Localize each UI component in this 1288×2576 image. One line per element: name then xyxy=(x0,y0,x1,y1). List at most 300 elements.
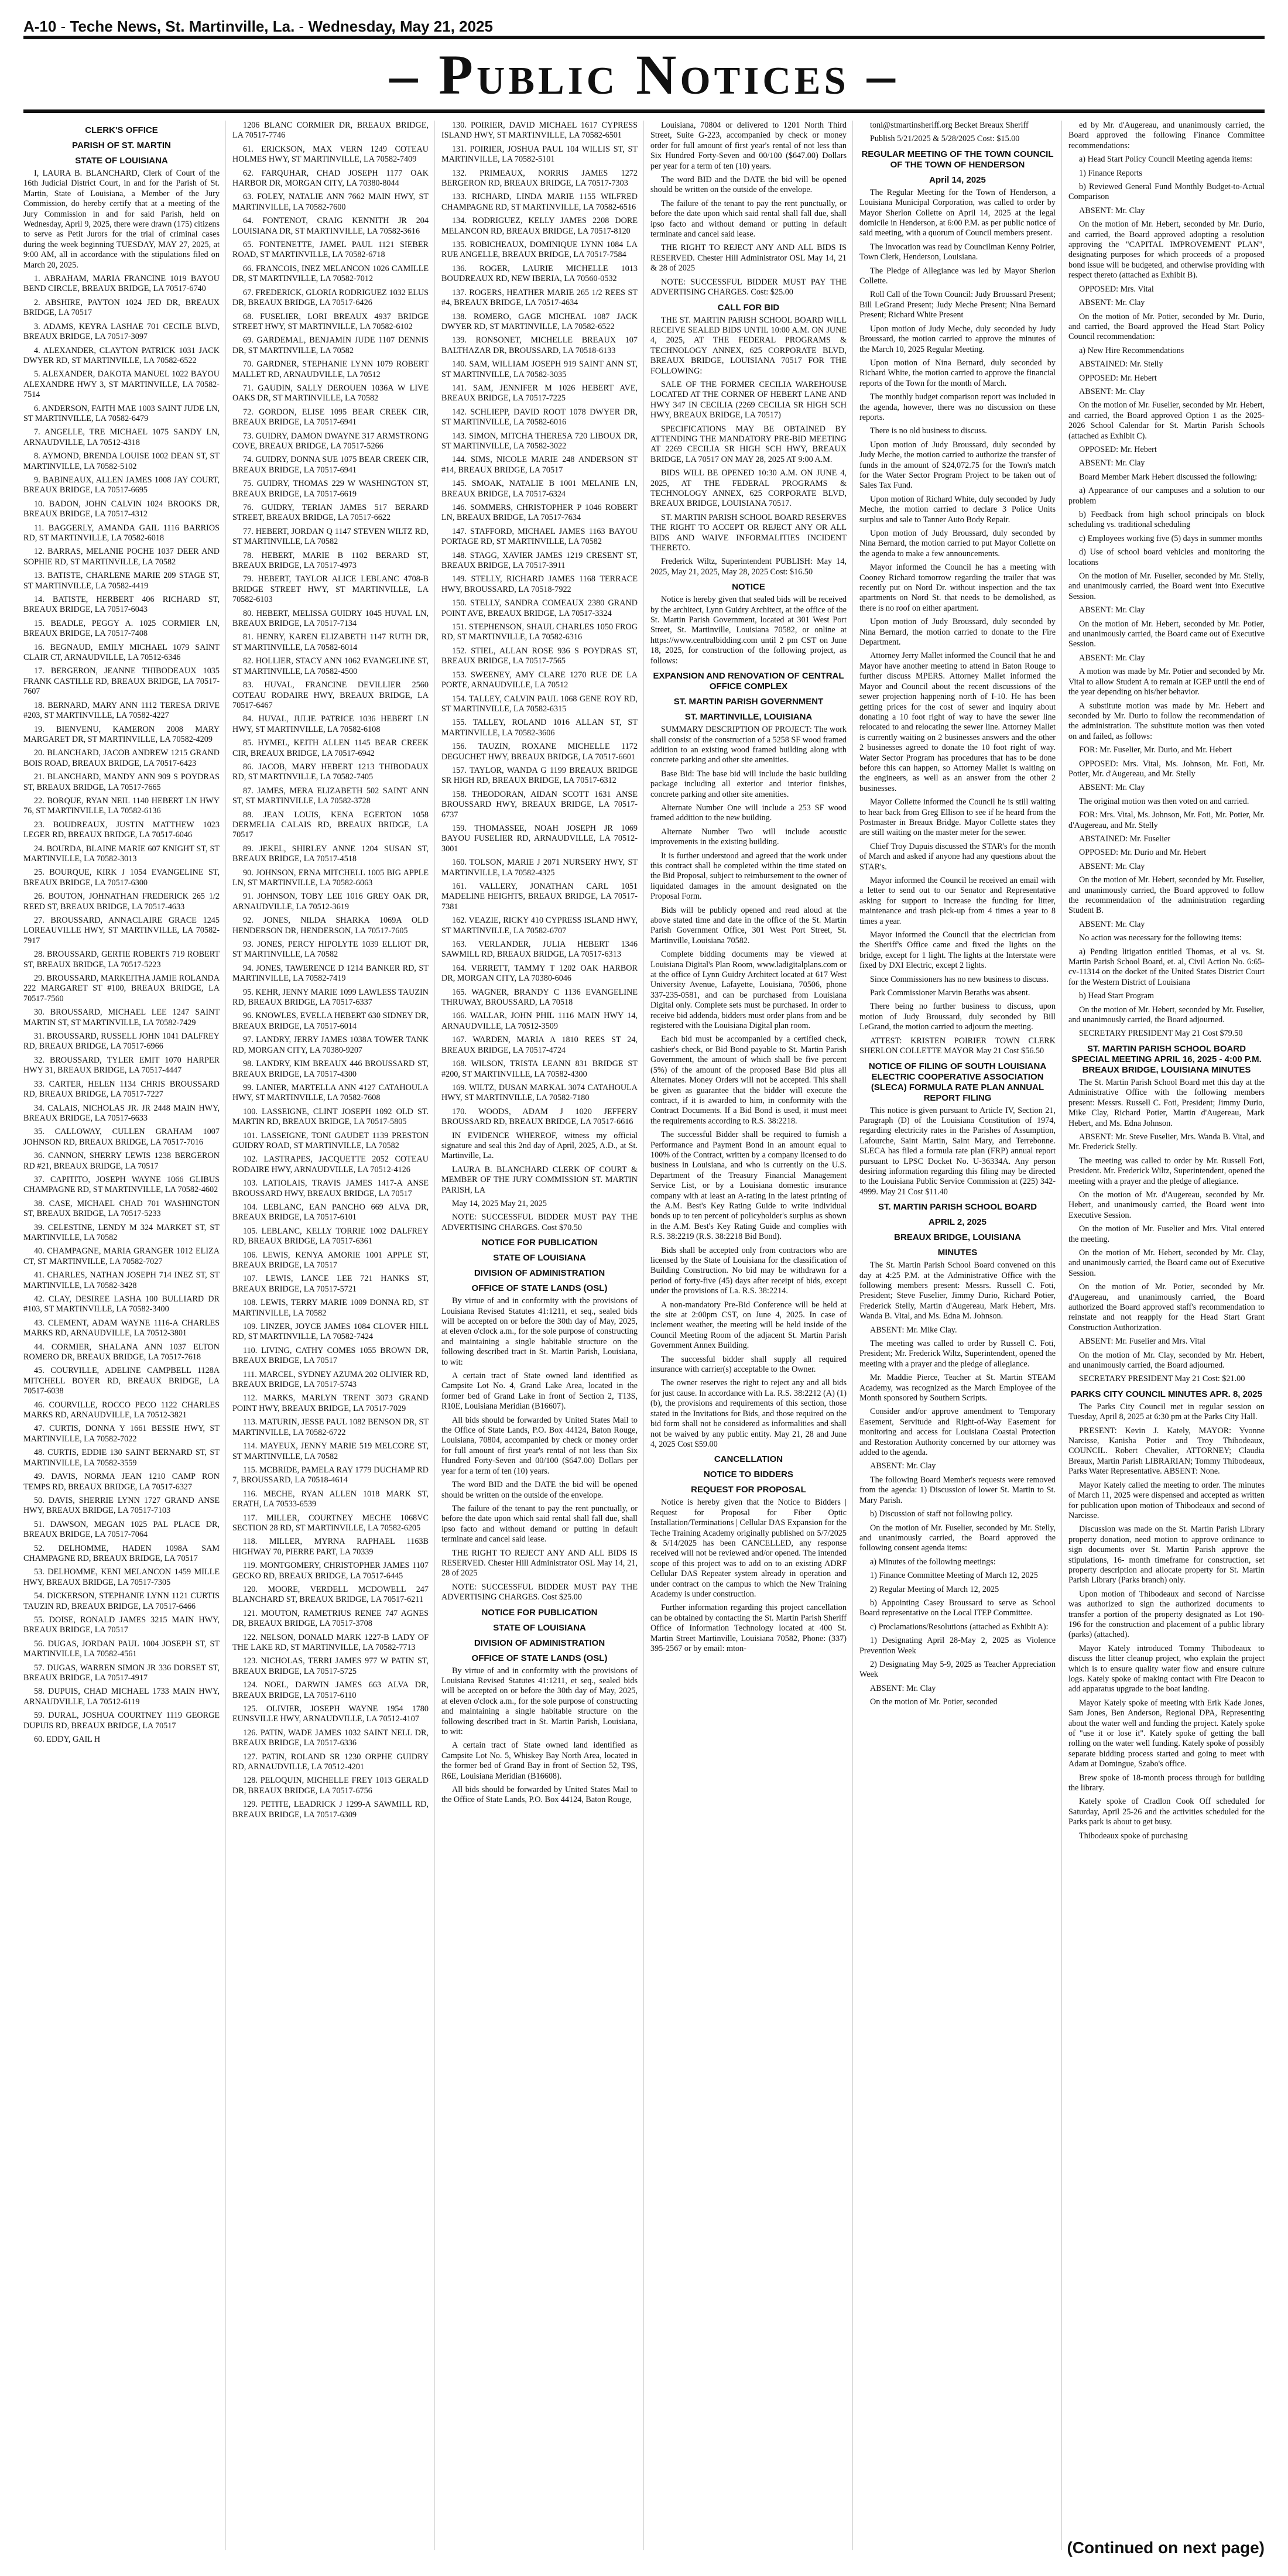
notice-paragraph: 54. DICKERSON, STEPHANIE LYNN 1121 CURTIS TAUZIN RD, BREAUX BRIDGE, LA 70517-6466 xyxy=(23,1591,220,1611)
notice-paragraph: Louisiana, 70804 or delivered to 1201 North Third Street, Suite G-223, accompanied by check or money order for full amount of first year's rental of not less than Six Hundred Forty-Seven and 00/100 ($647.00) Dollars per year for a term of ten (10) years. xyxy=(650,121,847,171)
notice-paragraph: 35. CALLOWAY, CULLEN GRAHAM 1007 JOHNSON RD, BREAUX BRIDGE, LA 70517-7016 xyxy=(23,1127,220,1147)
notice-paragraph: May 14, 2025 May 21, 2025 xyxy=(452,1198,547,1208)
notice-paragraph: 37. CAPITITO, JOSEPH WAYNE 1066 GLIBUS CHAMPAGNE RD, ST MARTINVILLE, LA 70582-4602 xyxy=(23,1174,220,1195)
notice-paragraph: 77. HEBERT, JORDAN Q 1147 STEVEN WILTZ RD, ST MARTINVILLE, LA 70582 xyxy=(232,526,429,547)
notice-heading: PARKS CITY COUNCIL MINUTES APR. 8, 2025 xyxy=(1070,1389,1262,1399)
notice-paragraph: 103. LATIOLAIS, TRAVIS JAMES 1417-A ANSE BROUSSARD HWY, BREAUX BRIDGE, LA 70517 xyxy=(232,1179,429,1198)
notice-paragraph: 45. COURVILLE, ADELINE CAMPBELL 1128A MITCHELL BOYER RD, BREAUX BRIDGE, LA 70517-6038 xyxy=(23,1366,220,1396)
notice-paragraph: On the motion of Mr. Hebert, seconded by Mr. Potier, and unanimously carried, the Board came out of Executive Session. xyxy=(1068,619,1265,649)
notice-paragraph: A non-mandatory Pre-Bid Conference will be held at the site at 2:00pm CST, on June 4, 2025. In case of inclement weather, the meeting will be held inside of the Council Meeting Room of the adjacent St. Martin Parish Government Annex Building. xyxy=(650,1300,847,1351)
notice-paragraph: ABSENT: Mr. Clay xyxy=(1079,298,1145,308)
notice-paragraph: NOTE: SUCCESSFUL BIDDER MUST PAY THE ADVERTISING CHARGES. Cost: $25.00 xyxy=(650,277,847,297)
notice-paragraph: ABSTAINED: Mr. Fuselier xyxy=(1079,834,1171,844)
notice-paragraph: b) Feedback from high school principals on block scheduling vs. traditional scheduling xyxy=(1068,510,1265,530)
notice-paragraph: 139. RONSONET, MICHELLE BREAUX 107 BALTHAZAR DR, BROUSSARD, LA 70518-6133 xyxy=(441,335,638,355)
notice-paragraph: 48. CURTIS, EDDIE 130 SAINT BERNARD ST, ST MARTINVILLE, LA 70582-3559 xyxy=(23,1448,220,1468)
notice-paragraph: 58. DUPUIS, CHAD MICHAEL 1733 MAIN HWY, ARNAUDVILLE, LA 70512-6119 xyxy=(23,1687,220,1707)
notice-paragraph: 129. PETITE, LEADRICK J 1299-A SAWMILL RD, BREAUX BRIDGE, LA 70517-6309 xyxy=(232,1800,429,1820)
notice-paragraph: 74. GUIDRY, DONNA SUE 1075 BEAR CREEK CIR, BREAUX BRIDGE, LA 70517-6941 xyxy=(232,455,429,475)
notice-heading: NOTICE xyxy=(732,582,765,592)
notice-paragraph: 2) Regular Meeting of March 12, 2025 xyxy=(870,1584,999,1594)
notice-paragraph: Complete bidding documents may be viewed at Louisiana Digital's Plan Room, www.ladigitalplans.com or at the office of Lynn Guidry Architect located at 617 West University Avenue, Lafayette, Louisiana, 70506, phone 337-235-0581, and can be purchased from Louisiana Digital only. Complete sets must be purchased. In order to receive bid addenda, bidders must order plans from and be registered with the Louisiana Digital plan room. xyxy=(650,950,847,1031)
notice-paragraph: 152. STIEL, ALLAN ROSE 936 S POYDRAS ST, BREAUX BRIDGE, LA 70517-7565 xyxy=(441,646,638,666)
notice-paragraph: 168. WILSON, TRISTA LEANN 831 BRIDGE ST #200, ST MARTINVILLE, LA 70582-4300 xyxy=(441,1059,638,1079)
notice-heading: NOTICE FOR PUBLICATION xyxy=(481,1238,598,1248)
notice-paragraph: 15. BEADLE, PEGGY A. 1025 CORMIER LN, BREAUX BRIDGE, LA 70517-7408 xyxy=(23,618,220,639)
notice-paragraph: Each bid must be accompanied by a certified check, cashier's check, or Bid Bond payable to St. Martin Parish Government, the amount of which shall be five percent (5%) of the amount of the proposed Base Bid plus all Alternates. Money Orders will not be accepted. This shall be given as guarantee that the bidder will execute the contract, if it is awarded to him, in conformity with the Contract Documents. If a Bid Bond is used, it must meet the requirements according to R.S. 38:2218. xyxy=(650,1034,847,1126)
notice-paragraph: 108. LEWIS, TERRY MARIE 1009 DONNA RD, ST MARTINVILLE, LA 70582 xyxy=(232,1298,429,1318)
notice-paragraph: Mr. Maddie Pierce, Teacher at St. Martin STEAM Academy, was recognized as the March Employee of the Month sponsored by Southern Scripts. xyxy=(859,1373,1056,1403)
notice-paragraph: 70. GARDNER, STEPHANIE LYNN 1079 ROBERT MALLET RD, ARNAUDVILLE, LA 70512 xyxy=(232,359,429,379)
notice-paragraph: 92. JONES, NILDA SHARKA 1069A OLD HENDERSON DR, HENDERSON, LA 70517-7605 xyxy=(232,916,429,936)
notice-paragraph: 18. BERNARD, MARY ANN 1112 TERESA DRIVE #203, ST MARTINVILLE, LA 70582-4227 xyxy=(23,700,220,721)
notice-columns xyxy=(23,121,1265,2550)
notice-paragraph: 134. RODRIGUEZ, KELLY JAMES 2208 DORE MELANCON RD, BREAUX BRIDGE, LA 70517-8120 xyxy=(441,216,638,236)
notice-paragraph: Bids will be publicly opened and read aloud at the above stated time and date in the office of the St. Martin Parish Government Office, 301 West Port Street, St. Martinville, Louisiana 70582. xyxy=(650,905,847,946)
notice-paragraph: 42. CLAY, DESIREE LASHA 100 BULLIARD DR #103, ST MARTINVILLE, LA 70582-3400 xyxy=(23,1294,220,1314)
notice-paragraph: Thibodeaux spoke of purchasing xyxy=(1079,1831,1188,1841)
notice-paragraph: SALE OF THE FORMER CECILIA WAREHOUSE LOCATED AT THE CORNER OF HEBERT LANE AND HWY 347 IN CECILIA (2269 CECILIA SR HIGH SCH HWY, BREAUX BRIDGE, LA 70517) xyxy=(650,379,847,420)
notice-paragraph: 41. CHARLES, NATHAN JOSEPH 714 INEZ ST, ST MARTINVILLE, LA 70582-3428 xyxy=(23,1270,220,1290)
notice-paragraph: 53. DELHOMME, KENI MELANCON 1459 MILLE HWY, BREAUX BRIDGE, LA 70517-7305 xyxy=(23,1567,220,1587)
notice-heading: DIVISION OF ADMINISTRATION xyxy=(474,1268,605,1279)
notice-paragraph: On the motion of Mr. Fuselier, seconded by Mr. Hebert, and carried, the Board approved Option 1 as the 2025-2026 School Calendar for St. Martin Parish Schools (attached as Exhibit C). xyxy=(1068,400,1265,441)
notice-paragraph: Alternate Number One will include a 253 SF wood framed addition to the new building. xyxy=(650,803,847,823)
notice-heading: STATE OF LOUISIANA xyxy=(493,1622,586,1633)
notice-paragraph: OPPOSED: Mr. Hebert xyxy=(1079,444,1157,454)
notice-paragraph: 85. HYMEL, KEITH ALLEN 1145 BEAR CREEK CIR, BREAUX BRIDGE, LA 70517-6942 xyxy=(232,738,429,758)
notice-paragraph: 148. STAGG, XAVIER JAMES 1219 CRESENT ST, BREAUX BRIDGE, LA 70517-3911 xyxy=(441,550,638,571)
notice-paragraph: SECRETARY PRESIDENT May 21 Cost $79.50 xyxy=(1079,1029,1243,1039)
notice-paragraph: Upon motion of Judy Broussard, duly seconded by Nina Bernard, the motion carried to put Mayor Collette on the agenda to make a few announcements. xyxy=(859,529,1056,559)
notice-paragraph: b) Appointing Casey Broussard to serve as School Board representative on the Local ITEP Committee. xyxy=(859,1598,1056,1618)
notice-paragraph: Mayor informed the Council that the electrician from the Sheriff's Office came and fixed the lights on the bridge, except for 1 light. The lights at the Interstate were fixed by DXI Electric, except 2 lights. xyxy=(859,930,1056,971)
notice-heading: PARISH OF ST. MARTIN xyxy=(72,141,171,150)
notice-paragraph: 2. ABSHIRE, PAYTON 1024 JED DR, BREAUX BRIDGE, LA 70517 xyxy=(23,297,220,318)
notice-paragraph: 135. ROBICHEAUX, DOMINIQUE LYNN 1084 LA RUE ANGELLE, BREAUX BRIDGE, LA 70517-7584 xyxy=(441,240,638,260)
notice-paragraph: ABSENT: Mr. Clay xyxy=(1079,605,1145,615)
section-title: – Public Notices – xyxy=(389,43,899,106)
continued-note: (Continued on next page) xyxy=(1067,2539,1265,2557)
notice-paragraph: Kately spoke of Cradlon Cook Off scheduled for Saturday, April 25-26 and the activities scheduled for the Parks park is about to get busy. xyxy=(1068,1797,1265,1827)
notice-paragraph: ABSENT: Mr. Clay xyxy=(1079,458,1145,468)
notice-paragraph: 136. ROGER, LAURIE MICHELLE 1013 BOUDREAUX RD, NEW IBERIA, LA 70560-0532 xyxy=(441,263,638,284)
notice-paragraph: Base Bid: The base bid will include the basic building package including all exterior and interior finishes, concrete parking and other site amenities. xyxy=(650,769,847,799)
notice-paragraph: 64. FONTENOT, CRAIG KENNITH JR 204 LOUISIANA DR, ST MARTINVILLE, LA 70582-3616 xyxy=(232,216,429,236)
notice-paragraph: 30. BROUSSARD, MICHAEL LEE 1247 SAINT MARTIN ST, ST MARTINVILLE, LA 70582-7429 xyxy=(23,1008,220,1027)
notice-paragraph: A certain tract of State owned land identified as Campsite Lot No. 4, Grand Lake Area, located in the former bed of Grand Lake in front of Section 2, T13S, R10E, Louisiana Meridian (B16607). xyxy=(441,1371,638,1412)
notice-paragraph: 44. CORMIER, SHALANA ANN 1037 ELTON ROMERO DR, BREAUX BRIDGE, LA 70517-7618 xyxy=(23,1342,220,1362)
notice-paragraph: 153. SWEENEY, AMY CLARE 1270 RUE DE LA PORTE, ARNAUDVILLE, LA 70512 xyxy=(441,670,638,690)
notice-paragraph: 114. MAYEUX, JENNY MARIE 519 MELCORE ST, ST MARTINVILLE, LA 70582 xyxy=(232,1441,429,1461)
notice-paragraph: On the motion of Mr. Fuselier, seconded by Mr. Stelly, and unanimously carried, the Board approved the following consent agenda items: xyxy=(859,1523,1056,1553)
notice-paragraph: 90. JOHNSON, ERNA MITCHELL 1005 BIG APPLE LN, ST MARTINVILLE, LA 70582-6063 xyxy=(232,868,429,888)
notice-paragraph: SUMMARY DESCRIPTION OF PROJECT: The work shall consist of the construction of a 5258 SF wood framed addition to an existing wood framed building along with concrete parking and other site amenities. xyxy=(650,725,847,765)
notice-paragraph: 95. KEHR, JENNY MARIE 1099 LAWLESS TAUZIN RD, BREAUX BRIDGE, LA 70517-6337 xyxy=(232,987,429,1008)
notice-paragraph: The Parks City Council met in regular session on Tuesday, April 8, 2025 at 6:30 pm at the Parks City Hall. xyxy=(1068,1402,1265,1422)
notice-paragraph: 141. SAM, JENNIFER M 1026 HEBERT AVE, BREAUX BRIDGE, LA 70517-7225 xyxy=(441,383,638,403)
notice-paragraph: THE RIGHT TO REJECT ANY AND ALL BIDS IS RESERVED. Chester Hill Administrator OSL May 14, 21, 28 of 2025 xyxy=(441,1548,638,1578)
notice-paragraph: 7. ANGELLE, TRE MICHAEL 1075 SANDY LN, ARNAUDVILLE, LA 70512-4318 xyxy=(23,427,220,447)
notice-paragraph: Upon motion of Richard White, duly seconded by Judy Meche, the motion carried to declare 3 Police Units surplus and sale to Tanner Auto Body Repair. xyxy=(859,494,1056,525)
notice-paragraph: c) Employees working five (5) days in summer months xyxy=(1079,533,1262,543)
notice-paragraph: 11. BAGGERLY, AMANDA GAIL 1116 BARRIOS RD, ST MARTINVILLE, LA 70582-6018 xyxy=(23,523,220,543)
notice-paragraph: 89. JEKEL, SHIRLEY ANNE 1204 SUSAN ST, BREAUX BRIDGE, LA 70517-4518 xyxy=(232,844,429,864)
notice-paragraph: 24. BOURDA, BLAINE MARIE 607 KNIGHT ST, ST MARTINVILLE, LA 70582-3013 xyxy=(23,844,220,864)
notice-paragraph: 170. WOODS, ADAM J 1020 JEFFERY BROUSSARD RD, BREAUX BRIDGE, LA 70517-6616 xyxy=(441,1107,638,1127)
section-banner xyxy=(23,36,1265,112)
notice-paragraph: 159. THOMASSEE, NOAH JOSEPH JR 1069 BAYOU FUSELIER RD, ARNAUDVILLE, LA 70512-3001 xyxy=(441,823,638,854)
notice-paragraph: 23. BOUDREAUX, JUSTIN MATTHEW 1023 LEGER RD, BREAUX BRIDGE, LA 70517-6046 xyxy=(23,820,220,840)
notice-paragraph: 109. LINZER, JOYCE JAMES 1084 CLOVER HILL RD, ST MARTINVILLE, LA 70582-7424 xyxy=(232,1322,429,1342)
notice-paragraph: 6. ANDERSON, FAITH MAE 1003 SAINT JUDE LN, ST MARTINVILLE, LA 70582-6479 xyxy=(23,403,220,423)
notice-paragraph: All bids should be forwarded by United States Mail to the Office of State Lands, P.O. Box 44124, Baton Rouge, Louisiana, 70804, accompanied by check or money order for full amount of first year's rental of not less than Six Hundred Forty-Seven and 00/100 ($647.00) Dollars per year for a term of ten (10) years. xyxy=(441,1415,638,1476)
notice-paragraph: 71. GAUDIN, SALLY DEROUEN 1036A W LIVE OAKS DR, ST MARTINVILLE, LA 70582 xyxy=(232,383,429,403)
notice-paragraph: 96. KNOWLES, EVELLA HEBERT 630 SIDNEY DR, BREAUX BRIDGE, LA 70517-6014 xyxy=(232,1011,429,1031)
column-5 xyxy=(859,121,1061,2550)
notice-paragraph: ABSENT: Mr. Clay xyxy=(1079,919,1145,929)
notice-paragraph: Chief Troy Dupuis discussed the STAR's for the month of March and asked if anyone had any questions about the STAR's. xyxy=(859,841,1056,872)
notice-paragraph: 87. JAMES, MERA ELIZABETH 502 SAINT ANN ST, ST MARTINVILLE, LA 70582-3728 xyxy=(232,786,429,806)
notice-paragraph: 137. ROGERS, HEATHER MARIE 265 1/2 REES ST #4, BREAUX BRIDGE, LA 70517-4634 xyxy=(441,287,638,308)
notice-paragraph: 8. AYMOND, BRENDA LOUISE 1002 DEAN ST, ST MARTINVILLE, LA 70582-5102 xyxy=(23,451,220,471)
notice-paragraph: There is no old business to discuss. xyxy=(870,426,987,436)
notice-heading: NOTICE FOR PUBLICATION xyxy=(481,1607,598,1618)
notice-paragraph: 88. JEAN LOUIS, KENA EGERTON 1058 DERMELIA CALAIS RD, BREAUX BRIDGE, LA 70517 xyxy=(232,810,429,840)
notice-paragraph: 91. JOHNSON, TOBY LEE 1016 GREY OAK DR, ARNAUDVILLE, LA 70512-3619 xyxy=(232,892,429,912)
notice-paragraph: 120. MOORE, VERDELL MCDOWELL 247 BLANCHARD ST, BREAUX BRIDGE, LA 70517-6211 xyxy=(232,1584,429,1605)
notice-paragraph: b) Reviewed General Fund Monthly Budget-to-Actual Comparison xyxy=(1068,182,1265,202)
notice-paragraph: The failure of the tenant to pay the rent punctually, or before the date upon which said rental shall fall due, shall ipso facto and without demand or putting in default terminate and cancel said lease. xyxy=(650,198,847,239)
column-3 xyxy=(441,121,643,2550)
notice-paragraph: 5. ALEXANDER, DAKOTA MANUEL 1022 BAYOU ALEXANDRE HWY 3, ST MARTINVILLE, LA 70582-7514 xyxy=(23,369,220,400)
notice-paragraph: 81. HENRY, KAREN ELIZABETH 1147 RUTH DR, ST MARTINVILLE, LA 70582-6014 xyxy=(232,632,429,652)
notice-paragraph: BIDS WILL BE OPENED 10:30 A.M. ON JUNE 4, 2025, AT THE FEDERAL PROGRAMS & TECHNOLOGY ANNEX, 625 CORPORATE BLVD, BREAUX BRIDGE, LOUISIANA 70517. xyxy=(650,468,847,509)
notice-paragraph: 21. BLANCHARD, MANDY ANN 909 S POYDRAS ST, BREAUX BRIDGE, LA 70517-7665 xyxy=(23,772,220,792)
notice-paragraph: 127. PATIN, ROLAND SR 1230 ORPHE GUIDRY RD, ARNAUDVILLE, LA 70512-4201 xyxy=(232,1752,429,1772)
notice-heading: ST. MARTIN PARISH GOVERNMENT xyxy=(673,697,824,707)
notice-heading: ST. MARTIN PARISH SCHOOL BOARD SPECIAL MEETING APRIL 16, 2025 - 4:00 P.M. BREAUX BRIDGE, LOUISIANA MINUTES xyxy=(1071,1043,1262,1075)
notice-paragraph: 67. FREDERICK, GLORIA RODRIGUEZ 1032 ELUS DR, BREAUX BRIDGE, LA 70517-6426 xyxy=(232,287,429,308)
notice-paragraph: On the motion of Mr. Hebert, seconded by Mr. Clay, and unanimously carried, the Board came out of Executive Session. xyxy=(1068,1248,1265,1278)
notice-paragraph: 140. SAM, WILLIAM JOSEPH 919 SAINT ANN ST, ST MARTINVILLE, LA 70582-3035 xyxy=(441,359,638,379)
notice-paragraph: 163. VERLANDER, JULIA HEBERT 1346 SAWMILL RD, BREAUX BRIDGE, LA 70517-6313 xyxy=(441,940,638,960)
notice-paragraph: THE ST. MARTIN PARISH SCHOOL BOARD WILL RECEIVE SEALED BIDS UNTIL 10:00 A.M. ON JUNE 4, 2025, AT THE FEDERAL PROGRAMS & TECHNOLOGY ANNEX, 625 CORPORATE BLVD, BREAUX BRIDGE, LOUISIANA 70517 FOR THE FOLLOWING: xyxy=(650,315,847,376)
notice-paragraph: 125. OLIVIER, JOSEPH WAYNE 1954 1780 EUNSVILLE HWY, ARNAUDVILLE, LA 70512-4107 xyxy=(232,1704,429,1724)
notice-paragraph: 132. PRIMEAUX, NORRIS JAMES 1272 BERGERON RD, BREAUX BRIDGE, LA 70517-7303 xyxy=(441,168,638,189)
running-header: A-10 - Teche News, St. Martinville, La. - Wednesday, May 21, 2025 xyxy=(23,18,493,35)
notice-paragraph: 169. WILTZ, DUSAN MARKAL 3074 CATAHOULA HWY, ST MARTINVILLE, LA 70582-7180 xyxy=(441,1083,638,1103)
notice-paragraph: tonl@stmartinsheriff.org Becket Breaux Sheriff xyxy=(870,121,1029,130)
notice-heading: ST. MARTIN PARISH SCHOOL BOARD xyxy=(878,1202,1037,1212)
notice-paragraph: d) Use of school board vehicles and monitoring the locations xyxy=(1068,547,1265,567)
notice-paragraph: ATTEST: KRISTEN POIRIER TOWN CLERK SHERLON COLLETTE MAYOR May 21 Cost $56.50 xyxy=(859,1036,1056,1056)
notice-paragraph: 84. HUVAL, JULIE PATRICE 1036 HEBERT LN HWY, ST MARTINVILLE, LA 70582-6108 xyxy=(232,714,429,734)
notice-heading: NOTICE OF FILING OF SOUTH LOUISIANA ELECTRIC COOPERATIVE ASSOCIATION (SLECA) FORMULA RATE PLAN ANNUAL REPORT FILING xyxy=(868,1061,1047,1103)
notice-heading: REQUEST FOR PROPOSAL xyxy=(691,1485,806,1495)
notice-paragraph: On the motion of Mr. Fuselier and Mrs. Vital entered the meeting. xyxy=(1068,1224,1265,1244)
notice-paragraph: 1) Finance Reports xyxy=(1079,168,1142,178)
notice-paragraph: 72. GORDON, ELISE 1095 BEAR CREEK CIR, BREAUX BRIDGE, LA 70517-6941 xyxy=(232,407,429,427)
notice-paragraph: By virtue of and in conformity with the provisions of Louisiana Revised Statutes 41:1211, et seq., sealed bids will be accepted on or before the 30th day of May, 2025, at eleven o'clock a.m., for the sole purpose of constructing and maintaining a single habitable structure on the following described tract in St. Martin Parish, Louisiana, to wit: xyxy=(441,1296,638,1367)
notice-paragraph: 142. SCHLIEPP, DAVID ROOT 1078 DWYER DR, ST MARTINVILLE, LA 70582-6016 xyxy=(441,407,638,427)
notice-paragraph: ABSENT: Mr. Mike Clay. xyxy=(870,1325,957,1335)
notice-paragraph: 22. BORQUE, RYAN NEIL 1140 HEBERT LN HWY 76, ST MARTINVILLE, LA 70582-6136 xyxy=(23,796,220,816)
notice-paragraph: 138. ROMERO, GAGE MICHEAL 1087 JACK DWYER RD, ST MARTINVILLE, LA 70582-6522 xyxy=(441,311,638,331)
notice-paragraph: 143. SIMON, MITCHA THERESA 720 LIBOUX DR, ST MARTINVILLE, LA 70582-3022 xyxy=(441,431,638,451)
notice-paragraph: 63. FOLEY, NATALIE ANN 7662 MAIN HWY, ST MARTINVILLE, LA 70582-7600 xyxy=(232,192,429,212)
notice-paragraph: 26. BOUTON, JOHNATHAN FREDERICK 265 1/2 REED ST, BREAUX BRIDGE, LA 70517-4633 xyxy=(23,892,220,912)
notice-paragraph: 46. COURVILLE, ROCCO PECO 1122 CHARLES MARKS RD, ARNAUDVILLE, LA 70512-3821 xyxy=(23,1400,220,1420)
notice-paragraph: 33. CARTER, HELEN 1134 CHRIS BROUSSARD RD, BREAUX BRIDGE, LA 70517-7227 xyxy=(23,1079,220,1099)
notice-paragraph: The following Board Member's requests were removed from the agenda: 1) Discussion of lower St. Martin to St. Mary Parish. xyxy=(859,1475,1056,1505)
notice-paragraph: Board Member Mark Hebert discussed the following: xyxy=(1079,472,1258,482)
notice-paragraph: 61. ERICKSON, MAX VERN 1249 COTEAU HOLMES HWY, ST MARTINVILLE, LA 70582-7409 xyxy=(232,144,429,165)
notice-paragraph: ABSENT: Mr. Fuselier and Mrs. Vital xyxy=(1079,1337,1206,1347)
notice-paragraph: 124. NOEL, DARWIN JAMES 663 ALVA DR, BREAUX BRIDGE, LA 70517-6110 xyxy=(232,1680,429,1700)
notice-paragraph: 158. THEODORAN, AIDAN SCOTT 1631 ANSE BROUSSARD HWY, BREAUX BRIDGE, LA 70517-6737 xyxy=(441,789,638,820)
notice-paragraph: A certain tract of State owned land identified as Campsite Lot No. 5, Whiskey Bay North Area, located in the former bed of Grand Bay in front of Section 52, T9S, R6E, Louisiana Meridian (B16608). xyxy=(441,1741,638,1781)
notice-paragraph: 100. LASSEIGNE, CLINT JOSEPH 1092 OLD ST. MARTIN RD, BREAUX BRIDGE, LA 70517-5805 xyxy=(232,1107,429,1127)
notice-paragraph: On the motion of Mr. Hebert, seconded by Mr. Fuselier, and unanimously carried, the Board adjourned. xyxy=(1068,1005,1265,1025)
notice-paragraph: On the motion of Mr. d'Augereau, seconded by Mr. Hebert, and unanimously carried, the Board went into Executive Session. xyxy=(1068,1190,1265,1220)
notice-paragraph: 38. CASE, MICHAEL CHAD 701 WASHINGTON ST, BREAUX BRIDGE, LA 70517-5233 xyxy=(23,1198,220,1219)
notice-paragraph: 20. BLANCHARD, JACOB ANDREW 1215 GRAND BOIS ROAD, BREAUX BRIDGE, LA 70517-6423 xyxy=(23,748,220,768)
notice-paragraph: Upon motion of Judy Broussard, duly seconded by Judy Meche, the motion carried to authorize the transfer of funds in the amount of $24,072.75 for the Town's match for the Water Sector Program Project to be taken out of Sales Tax Fund. xyxy=(859,440,1056,491)
notice-paragraph: On the motion of Mr. Hebert, seconded by Mr. Durio, and carried, the Board approved adopting a resolution approving the "CAPITAL IMPROVEMENT PLAN", designating purposes for which proceeds of a proposed bond issue will be budgeted, and otherwise providing with respect thereto (attached as Exhibit B). xyxy=(1068,220,1265,280)
notice-paragraph: 128. PELOQUIN, MICHELLE FREY 1013 GERALD DR, BREAUX BRIDGE, LA 70517-6756 xyxy=(232,1776,429,1796)
notice-heading: NOTICE TO BIDDERS xyxy=(703,1469,794,1480)
notice-paragraph: Mayor Kately spoke of meeting with Erik Kade Jones, Sam Jones, Ben Anderson, Regional DPA, Representing about the water well and funding the project. Kately spoke of "use it or lose it". Kately spoke of getting the ball rolling on the water well funding. Kately spoke of possibly separate bidding process started and going to meet with Adam at Domingue, Szabo's office. xyxy=(1068,1698,1265,1769)
notice-paragraph: 51. DAWSON, MEGAN 1025 PAL PLACE DR, BREAUX BRIDGE, LA 70517-7064 xyxy=(23,1519,220,1540)
notice-paragraph: The owner reserves the right to reject any and all bids for just cause. In accordance with La. R.S. 38:2212 (A) (1) (b), the provisions and requirements of this section, those stated in the Invitations for Bids, and those required on the bid form shall not be considered as informalities and shall not be waived by any public entity. May 21, 28 and June 4, 2025 Cost $59.00 xyxy=(650,1378,847,1449)
notice-paragraph: On the motion of Mr. Potier, seconded by Mr. d'Augereau, and unanimously carried, the Board authorized the Board approved staff's recommendation to reinstate and not reapply for the Head Start Grant Construction Authorization. xyxy=(1068,1282,1265,1332)
notice-paragraph: 1) Designating April 28-May 2, 2025 as Violence Prevention Week xyxy=(859,1636,1056,1656)
notice-paragraph: 118. MILLER, MYRNA RAPHAEL 1163B HIGHWAY 70, PIERRE PART, LA 70339 xyxy=(232,1537,429,1557)
notice-paragraph: 36. CANNON, SHERRY LEWIS 1238 BERGERON RD #21, BREAUX BRIDGE, LA 70517 xyxy=(23,1151,220,1171)
notice-paragraph: All bids should be forwarded by United States Mail to the Office of State Lands, P.O. Box 44124, Baton Rouge, xyxy=(441,1785,638,1805)
notice-paragraph: 19. BIENVENU, KAMERON 2008 MARY MARGARET DR, ST MARTINVILLE, LA 70582-4209 xyxy=(23,724,220,744)
notice-paragraph: ABSENT: Mr. Clay xyxy=(1079,386,1145,396)
notice-paragraph: 94. JONES, TAWERENCE D 1214 BANKER RD, ST MARTINVILLE, LA 70582-7419 xyxy=(232,963,429,984)
notice-heading: MINUTES xyxy=(937,1248,978,1258)
notice-paragraph: The meeting was called to order by Russell C. Foti, President; Mr. Frederick Wiltz, Superintendent, opened the meeting with a prayer and the pledge of allegiance. xyxy=(859,1339,1056,1369)
notice-heading: APRIL 2, 2025 xyxy=(929,1217,986,1228)
notice-heading: CANCELLATION xyxy=(714,1454,783,1465)
notice-paragraph: 156. TAUZIN, ROXANE MICHELLE 1172 DEGUCHET HWY, BREAUX BRIDGE, LA 70517-6601 xyxy=(441,742,638,762)
notice-paragraph: PRESENT: Kevin J. Kately, MAYOR: Yvonne Narcisse, Kanisha Potier and Troy Thibodeaux, COUNCIL. Robert Chevalier, ATTORNEY; Claudia Breaux, Martin Parish LIBRARIAN; Tommy Thibodeaux, Parks Water Representative. ABSENT: None. xyxy=(1068,1426,1265,1477)
notice-paragraph: SECRETARY PRESIDENT May 21 Cost: $21.00 xyxy=(1079,1374,1245,1384)
notice-paragraph: The Regular Meeting for the Town of Henderson, a Louisiana Municipal Corporation, was called to order by Mayor Sherlon Collette on April 14, 2025 at the legal domicile in Henderson, at 6:00 P.M. as per public notice of said meeting, with a quorum of Council members present. xyxy=(859,187,1056,238)
notice-paragraph: a) New Hire Recommendations xyxy=(1079,345,1184,355)
notice-paragraph: Park Commissioner Marvin Beraths was absent. xyxy=(870,988,1030,998)
notice-paragraph: 104. LEBLANC, EAN PANCHO 669 ALVA DR, BREAUX BRIDGE, LA 70517-6101 xyxy=(232,1202,429,1222)
notice-paragraph: 147. STAFFORD, MICHAEL JAMES 1163 BAYOU PORTAGE RD, ST MARTINVILLE, LA 70582 xyxy=(441,526,638,547)
notice-paragraph: Upon motion of Thibodeaux and second of Narcisse was authorized to sign the authorized documents to transfer a portion of the property designated as Lot 190-196 for the construction and placement of a public library (parks) (attached). xyxy=(1068,1589,1265,1640)
notice-paragraph: 165. WAGNER, BRANDY C 1136 EVANGELINE THRUWAY, BROUSSARD, LA 70518 xyxy=(441,987,638,1008)
notice-paragraph: 145. SMOAK, NATALIE B 1001 MELANIE LN, BREAUX BRIDGE, LA 70517-6324 xyxy=(441,479,638,499)
notice-paragraph: NOTE: SUCCESSFUL BIDDER MUST PAY THE ADVERTISING CHARGES. Cost $70.50 xyxy=(441,1212,638,1232)
notice-paragraph: a) Pending litigation entitled Thomas, et al vs. St. Martin Parish School Board, et. al, Civil Action No. 6:65-cv-11314 on the docket of the United States District Court for the Western District of Louisiana xyxy=(1068,947,1265,987)
notice-paragraph: 86. JACOB, MARY HEBERT 1213 THIBODAUX RD, ST MARTINVILLE, LA 70582-7405 xyxy=(232,762,429,782)
notice-paragraph: 50. DAVIS, SHERRIE LYNN 1727 GRAND ANSE HWY, BREAUX BRIDGE, LA 70517-7103 xyxy=(23,1495,220,1516)
notice-paragraph: The meeting was called to order by Mr. Russell Foti, President. Mr. Frederick Wiltz, Superintendent, opened the meeting with a prayer and the pledge of allegiance. xyxy=(1068,1156,1265,1186)
notice-paragraph: IN EVIDENCE WHEREOF, witness my official signature and seal this 2nd day of April, 2025, A.D., at St. Martinville, La. xyxy=(441,1131,638,1161)
notice-paragraph: 75. GUIDRY, THOMAS 229 W WASHINGTON ST, BREAUX BRIDGE, LA 70517-6619 xyxy=(232,479,429,499)
notice-paragraph: 167. WARDEN, MARIA A 1810 REES ST 24, BREAUX BRIDGE, LA 70517-4724 xyxy=(441,1035,638,1055)
notice-paragraph: The Invocation was read by Councilman Kenny Poirier, Town Clerk, Henderson, Louisiana. xyxy=(859,242,1056,262)
notice-paragraph: 68. FUSELIER, LORI BREAUX 4937 BRIDGE STREET HWY, ST MARTINVILLE, LA 70582-6102 xyxy=(232,311,429,331)
notice-paragraph: c) Proclamations/Resolutions (attached as Exhibit A): xyxy=(870,1622,1049,1632)
notice-paragraph: 1. ABRAHAM, MARIA FRANCINE 1019 BAYOU BEND CIRCLE, BREAUX BRIDGE, LA 70517-6740 xyxy=(23,274,220,294)
notice-paragraph: Mayor informed the Council he received an email with a letter to send out to our Senator and Representative asking for support to increase the funding for litter, maintenance and trash pick-up from 4 times a year to 8 times a year. xyxy=(859,876,1056,926)
notice-paragraph: The word BID and the DATE the bid will be opened should be written on the outside of the envelope. xyxy=(441,1480,638,1500)
column-6 xyxy=(1068,121,1265,2550)
notice-paragraph: On the motion of Mr. Potier, seconded xyxy=(870,1697,998,1707)
notice-paragraph: ABSENT: Mr. Clay xyxy=(870,1461,936,1471)
notice-paragraph: ST. MARTIN PARISH SCHOOL BOARD RESERVES THE RIGHT TO ACCEPT OR REJECT ANY OR ALL BIDS AND WAIVE INFORMALITIES INCIDENT THERETO. xyxy=(650,512,847,553)
notice-paragraph: OPPOSED: Mr. Durio and Mr. Hebert xyxy=(1079,848,1207,858)
notice-paragraph: 131. POIRIER, JOSHUA PAUL 104 WILLIS ST, ST MARTINVILLE, LA 70582-5101 xyxy=(441,144,638,165)
notice-paragraph: 17. BERGERON, JEANNE THIBODEAUX 1035 FRANK CASTILLE RD, BREAUX BRIDGE, LA 70517-7607 xyxy=(23,666,220,697)
notice-paragraph: FOR: Mr. Fuselier, Mr. Durio, and Mr. Hebert xyxy=(1079,745,1232,755)
notice-paragraph: 31. BROUSSARD, RUSSELL JOHN 1041 DALFREY RD, BREAUX BRIDGE, LA 70517-6966 xyxy=(23,1032,220,1051)
notice-paragraph: a) Minutes of the following meetings: xyxy=(870,1557,996,1567)
notice-paragraph: A substitute motion was made by Mr. Hebert and seconded by Mr. Durio to follow the recommendation of the administration. The substitute motion was then voted on and failed, as follows: xyxy=(1068,701,1265,741)
notice-paragraph: Brew spoke of 18-month process through for building the library. xyxy=(1068,1773,1265,1793)
notice-paragraph: 154. TALLEY, CALVIN PAUL 1068 GENE ROY RD, ST MARTINVILLE, LA 70582-6315 xyxy=(441,694,638,714)
notice-paragraph: 60. EDDY, GAIL H xyxy=(34,1735,101,1745)
notice-paragraph: 43. CLEMENT, ADAM WAYNE 1116-A CHARLES MARKS RD, ARNAUDVILLE, LA 70512-3801 xyxy=(23,1318,220,1338)
issue-date: Wednesday, May 21, 2025 xyxy=(308,18,493,35)
notice-paragraph: Upon motion of Judy Broussard, duly seconded by Nina Bernard, the motion carried to donate to the Fire Department. xyxy=(859,617,1056,648)
notice-paragraph: b) Head Start Program xyxy=(1079,991,1155,1001)
notice-paragraph: On the motion of Mr. Hebert, seconded by Mr. Fuselier, and unanimously carried, the Board approved to follow the recommendation of the administration regarding Student B. xyxy=(1068,875,1265,916)
column-4 xyxy=(650,121,852,2550)
notice-paragraph: 161. VALLERY, JONATHAN CARL 1051 MADELINE HEIGHTS, BREAUX BRIDGE, LA 70517-7381 xyxy=(441,882,638,912)
notice-paragraph: ABSENT: Mr. Clay xyxy=(870,1683,936,1693)
notice-paragraph: 130. POIRIER, DAVID MICHAEL 1617 CYPRESS ISLAND HWY, ST MARTINVILLE, LA 70582-6501 xyxy=(441,121,638,141)
notice-paragraph: ABSENT: Mr. Clay xyxy=(1079,861,1145,871)
notice-heading: CALL FOR BID xyxy=(717,302,780,313)
notice-paragraph: 150. STELLY, SANDRA COMEAUX 2380 GRAND POINT AVE, BREAUX BRIDGE, LA 70517-3324 xyxy=(441,598,638,618)
notice-paragraph: 115. MCBRIDE, PAMELA RAY 1779 DUCHAMP RD 7, BROUSSARD, LA 70518-4614 xyxy=(232,1465,429,1485)
notice-paragraph: 2) Designating May 5-9, 2025 as Teacher Appreciation Week xyxy=(859,1659,1056,1680)
notice-paragraph: 121. MOUTON, RAMETRIUS RENEE 747 AGNES DR, BREAUX BRIDGE, LA 70517-3708 xyxy=(232,1608,429,1629)
notice-paragraph: LAURA B. BLANCHARD CLERK OF COURT & MEMBER OF THE JURY COMMISSION ST. MARTIN PARISH, LA xyxy=(441,1164,638,1195)
notice-paragraph: Mayor Kately called the meeting to order. The minutes of March 11, 2025 were dispensed and accepted as written for publication upon motion of Thibodeaux and second of Narcisse. xyxy=(1068,1480,1265,1520)
notice-paragraph: Upon motion of Judy Meche, duly seconded by Judy Broussard, the motion carried to approve the minutes of the March 10, 2025 Regular Meeting. xyxy=(859,324,1056,354)
notice-heading: REGULAR MEETING OF THE TOWN COUNCIL OF THE TOWN OF HENDERSON xyxy=(861,149,1054,170)
notice-paragraph: 79. HEBERT, TAYLOR ALICE LEBLANC 4708-B BRIDGE STREET HWY, ST MARTINVILLE, LA 70582-6103 xyxy=(232,574,429,605)
notice-paragraph: 12. BARRAS, MELANIE POCHE 1037 DEER AND SOPHIE RD, ST MARTINVILLE, LA 70582 xyxy=(23,547,220,567)
notice-paragraph: 47. CURTIS, DONNA Y 1661 BESSIE HWY, ST MARTINVILLE, LA 70582-7022 xyxy=(23,1424,220,1444)
notice-paragraph: 113. MATURIN, JESSE PAUL 1082 BENSON DR, ST MARTINVILLE, LA 70582-6722 xyxy=(232,1417,429,1437)
page-label: A-10 xyxy=(23,18,57,35)
notice-paragraph: The original motion was then voted on and carried. xyxy=(1079,796,1249,806)
notice-paragraph: Mayor Collette informed the Council he is still waiting to hear back from Greg Ellison to see if he heard from the Postmaster in Breaux Bridge. Mayor Collette states they are still waiting on the master meter for the sewer. xyxy=(859,797,1056,838)
notice-paragraph: 39. CELESTINE, LENDY M 324 MARKET ST, ST MARTINVILLE, LA 70582 xyxy=(23,1222,220,1242)
notice-paragraph: FOR: Mrs. Vital, Ms. Johnson, Mr. Foti, Mr. Potier, Mr. d'Augereau, and Mr. Stelly xyxy=(1068,810,1265,830)
notice-paragraph: A motion was made by Mr. Potier and seconded by Mr. Vital to allow Student A to remain at IGEP until the end of the year depending on his/her behavior. xyxy=(1068,667,1265,697)
notice-paragraph: Mayor Kately introduced Tommy Thibodeaux to discuss the litter cleanup project, who explain the project which is to ensure quality water flow and ensure culture logs. Kately spoke of making contact with Fire Deacon to add apparatus upgrade to the boat landing. xyxy=(1068,1643,1265,1694)
notice-paragraph: 106. LEWIS, KENYA AMORIE 1001 APPLE ST, BREAUX BRIDGE, LA 70517 xyxy=(232,1250,429,1270)
notice-paragraph: 160. TOLSON, MARIE J 2071 NURSERY HWY, ST MARTINVILLE, LA 70582-4325 xyxy=(441,858,638,878)
notice-paragraph: Publish 5/21/2025 & 5/28/2025 Cost: $15.00 xyxy=(870,134,1020,144)
notice-paragraph: 117. MILLER, COURTNEY MECHE 1068VC SECTION 28 RD, ST MARTINVILLE, LA 70582-6205 xyxy=(232,1513,429,1533)
notice-paragraph: ABSENT: Mr. Clay xyxy=(1079,205,1145,215)
notice-paragraph: Further information regarding this project cancellation can be obtained by contacting the St. Martin Parish Sheriff Office of Information Technology located at 400 St. Martin Street Martinville, Louisiana 70582, Phone: (337) 395-2567 or by email: mton- xyxy=(650,1603,847,1653)
notice-paragraph: 4. ALEXANDER, CLAYTON PATRICK 1031 JACK DWYER RD, ST MARTINVILLE, LA 70582-6522 xyxy=(23,345,220,365)
notice-heading: April 14, 2025 xyxy=(929,174,986,185)
notice-paragraph: 166. WALLAR, JOHN PHIL 1116 MAIN HWY 14, ARNAUDVILLE, LA 70512-3509 xyxy=(441,1011,638,1031)
notice-paragraph: 57. DUGAS, WARREN SIMON JR 336 DORSET ST, BREAUX BRIDGE, LA 70517-4917 xyxy=(23,1663,220,1683)
notice-paragraph: ABSENT: Mr. Steve Fuselier, Mrs. Wanda B. Vital, and Mr. Frederick Stelly. xyxy=(1068,1132,1265,1152)
notice-paragraph: 27. BROUSSARD, ANNACLAIRE GRACE 1245 LOREAUVILLE HWY, ST MARTINVILLE, LA 70582-7917 xyxy=(23,916,220,946)
notice-paragraph: ABSTAINED: Mr. Stelly xyxy=(1079,359,1163,369)
notice-paragraph: Upon motion of Nina Bernard, duly seconded by Richard White, the motion carried to approve the financial reports of the Town for the month of March. xyxy=(859,358,1056,388)
notice-paragraph: 93. JONES, PERCY HIPOLYTE 1039 ELLIOT DR, ST MARTINVILLE, LA 70582 xyxy=(232,940,429,960)
notice-paragraph: The St. Martin Parish School Board met this day at the Administrative Office with the following members present: Messrs. Russell C. Foti, President; Jimmy Durio, Mike Clay, Richard Potier, Martin d'Augereau, Mark Hebert, and Ms. Edna Johnson. xyxy=(1068,1077,1265,1128)
notice-paragraph: By virtue of and in conformity with the provisions of Louisiana Revised Statutes 41:1211, et seq., sealed bids will be accepted on or before the 30th day of May, 2025, at eleven o'clock a.m., for the sole purpose of constructing and maintaining a single habitable structure on the following described tract in St. Martin Parish, Louisiana, to wit: xyxy=(441,1666,638,1736)
notice-paragraph: b) Discussion of staff not following policy. xyxy=(870,1509,1013,1519)
notice-heading: DIVISION OF ADMINISTRATION xyxy=(474,1638,605,1648)
notice-paragraph: ABSENT: Mr. Clay xyxy=(1079,653,1145,663)
notice-paragraph: The successful Bidder shall be required to furnish a Performance and Payment Bond in an amount equal to 100% of the Contract, written by a company licensed to do business in Louisiana, and who is currently on the U.S. Department of the Treasury Financial Management Service List, or by a Louisiana domestic insurance company with at least an A-rating in the latest printing of the A.M. Best's Key Rating Guide to write individual bonds up to ten percent of policyholder's surplus as shown in the A.M. Best's Key Rating Guide and complies with R.S. 38:2219 (R.S. 38:2218 Bid Bond). xyxy=(650,1130,847,1242)
notice-paragraph: Since Commissioners has no new business to discuss. xyxy=(870,974,1049,984)
notice-heading: EXPANSION AND RENOVATION OF CENTRAL OFFICE COMPLEX xyxy=(653,671,844,692)
notice-paragraph: 101. LASSEIGNE, TONI GAUDET 1139 PRESTON GUIDRY ROAD, ST MARTINVILLE, LA 70582 xyxy=(232,1131,429,1150)
notice-paragraph: Alternate Number Two will include acoustic improvements in the existing building. xyxy=(650,827,847,847)
notice-paragraph: 52. DELHOMME, HADEN 1098A SAM CHAMPAGNE RD, BREAUX BRIDGE, LA 70517 xyxy=(23,1543,220,1563)
notice-paragraph: 10. BADON, JOHN CALVIN 1024 BROOKS DR, BREAUX BRIDGE, LA 70517-4312 xyxy=(23,499,220,519)
notice-paragraph: 123. NICHOLAS, TERRI JAMES 977 W PATIN ST, BREAUX BRIDGE, LA 70517-5725 xyxy=(232,1656,429,1676)
notice-paragraph: There being no further business to discuss, upon motion of Judy Broussard, duly seconded by Bill LeGrand, the motion carried to adjourn the meeting. xyxy=(859,1002,1056,1032)
notice-paragraph: 82. HOLLIER, STACY ANN 1062 EVANGELINE ST, ST MARTINVILLE, LA 70582-4500 xyxy=(232,656,429,676)
notice-paragraph: The successful bidder shall supply all required insurance with carrier(s) acceptable to the Owner. xyxy=(650,1354,847,1375)
notice-paragraph: 149. STELLY, RICHARD JAMES 1168 TERRACE HWY, BROUSSARD, LA 70518-7922 xyxy=(441,574,638,594)
notice-paragraph: 126. PATIN, WADE JAMES 1032 SAINT NELL DR, BREAUX BRIDGE, LA 70517-6336 xyxy=(232,1728,429,1748)
notice-paragraph: The St. Martin Parish School Board convened on this day at 4:25 P.M. at the Administrative Office with the following members present: Messrs. Russell C. Foti, President; Steve Fuselier, Jimmy Durio, Richard Potier, Frederick Stelly, Martin d'Augereau, Mark Hebert, Mrs. Wanda B. Vital, and Ms. Edna M. Johnson. xyxy=(859,1260,1056,1321)
notice-paragraph: 105. LEBLANC, KELLY TORRIE 1002 DALFREY RD, BREAUX BRIDGE, LA 70517-6361 xyxy=(232,1226,429,1246)
notice-paragraph: SPECIFICATIONS MAY BE OBTAINED BY ATTENDING THE MANDATORY PRE-BID MEETING AT 2269 CECILIA SR HIGH SCH HWY, BREAUX BRIDGE, LA 70517 ON MAY 28, 2025 AT 9:00 A.M. xyxy=(650,424,847,464)
notice-paragraph: The monthly budget comparison report was included in the agenda, however, there was no discussion on these reports. xyxy=(859,392,1056,422)
notice-paragraph: 1) Finance Committee Meeting of March 12, 2025 xyxy=(870,1571,1038,1581)
notice-paragraph: NOTE: SUCCESSFUL BIDDER MUST PAY THE ADVERTISING CHARGES. Cost $25.00 xyxy=(441,1582,638,1602)
notice-paragraph: 122. NELSON, DONALD MARK 1227-B LADY OF THE LAKE RD, ST MARTINVILLE, LA 70582-7713 xyxy=(232,1632,429,1652)
notice-paragraph: No action was necessary for the following items: xyxy=(1079,933,1242,943)
notice-paragraph: 162. VEAZIE, RICKY 410 CYPRESS ISLAND HWY, ST MARTINVILLE, LA 70582-6707 xyxy=(441,916,638,936)
notice-paragraph: Consider and/or approve amendment to Temporary Easement, Servitude and Right-of-Way Easement for monitoring and access for Louisiana Coastal Protection and Restoration Authority concerned by our attorney was added to the agenda. xyxy=(859,1407,1056,1458)
notice-paragraph: 59. DURAL, JOSHUA COURTNEY 1119 GEORGE DUPUIS RD, BREAUX BRIDGE, LA 70517 xyxy=(23,1711,220,1731)
notice-heading: STATE OF LOUISIANA xyxy=(493,1253,586,1263)
notice-paragraph: 56. DUGAS, JORDAN PAUL 1004 JOSEPH ST, ST MARTINVILLE, LA 70582-4561 xyxy=(23,1639,220,1659)
notice-paragraph: 62. FARQUHAR, CHAD JOSEPH 1177 OAK HARBOR DR, MORGAN CITY, LA 70380-8044 xyxy=(232,168,429,189)
notice-paragraph: 49. DAVIS, NORMA JEAN 1210 CAMP RON TEMPS RD, BREAUX BRIDGE, LA 70517-6327 xyxy=(23,1472,220,1492)
notice-paragraph: 28. BROUSSARD, GERTIE ROBERTS 719 ROBERT ST, BREAUX BRIDGE, LA 70517-5223 xyxy=(23,950,220,970)
notice-paragraph: 119. MONTGOMERY, CHRISTOPHER JAMES 1107 GECKO RD, BREAUX BRIDGE, LA 70517-6445 xyxy=(232,1561,429,1581)
notice-paragraph: 14. BATISTE, HERBERT 406 RICHARD ST, BREAUX BRIDGE, LA 70517-6043 xyxy=(23,595,220,615)
notice-paragraph: The failure of the tenant to pay the rent punctually, or before the date upon which said rental shall fall due, shall ipso facto and without demand or putting in default terminate and cancel said lease. xyxy=(441,1503,638,1544)
notice-paragraph: 16. BEGNAUD, EMILY MICHAEL 1079 SAINT CLAIR CT, ARNAUDVILLE, LA 70512-6346 xyxy=(23,642,220,663)
notice-paragraph: OPPOSED: Mrs. Vital, Ms. Johnson, Mr. Foti, Mr. Potier, Mr. d'Augereau, and Mr. Stelly xyxy=(1068,759,1265,779)
notice-paragraph: 25. BOURQUE, KIRK J 1054 EVANGELINE ST, BREAUX BRIDGE, LA 70517-6300 xyxy=(23,868,220,888)
notice-paragraph: 133. RICHARD, LINDA MARIE 1155 WILFRED CHAMPAGNE RD, ST MARTINVILLE, LA 70582-6516 xyxy=(441,192,638,212)
notice-paragraph: On the motion of Mr. Potier, seconded by Mr. Durio, and carried, the Board approved the Head Start Policy Council recommendation: xyxy=(1068,311,1265,342)
notice-paragraph: 80. HEBERT, MELISSA GUIDRY 1045 HUVAL LN, BREAUX BRIDGE, LA 70517-7134 xyxy=(232,608,429,629)
notice-paragraph: 29. BROUSSARD, MARKEITHA JAMIE ROLANDA 222 MARGARET ST #100, BREAUX BRIDGE, LA 70517-7560 xyxy=(23,974,220,1003)
notice-paragraph: 83. HUVAL, FRANCINE DEVILLIER 2560 COTEAU RODAIRE HWY, BREAUX BRIDGE, LA 70517-6467 xyxy=(232,680,429,710)
